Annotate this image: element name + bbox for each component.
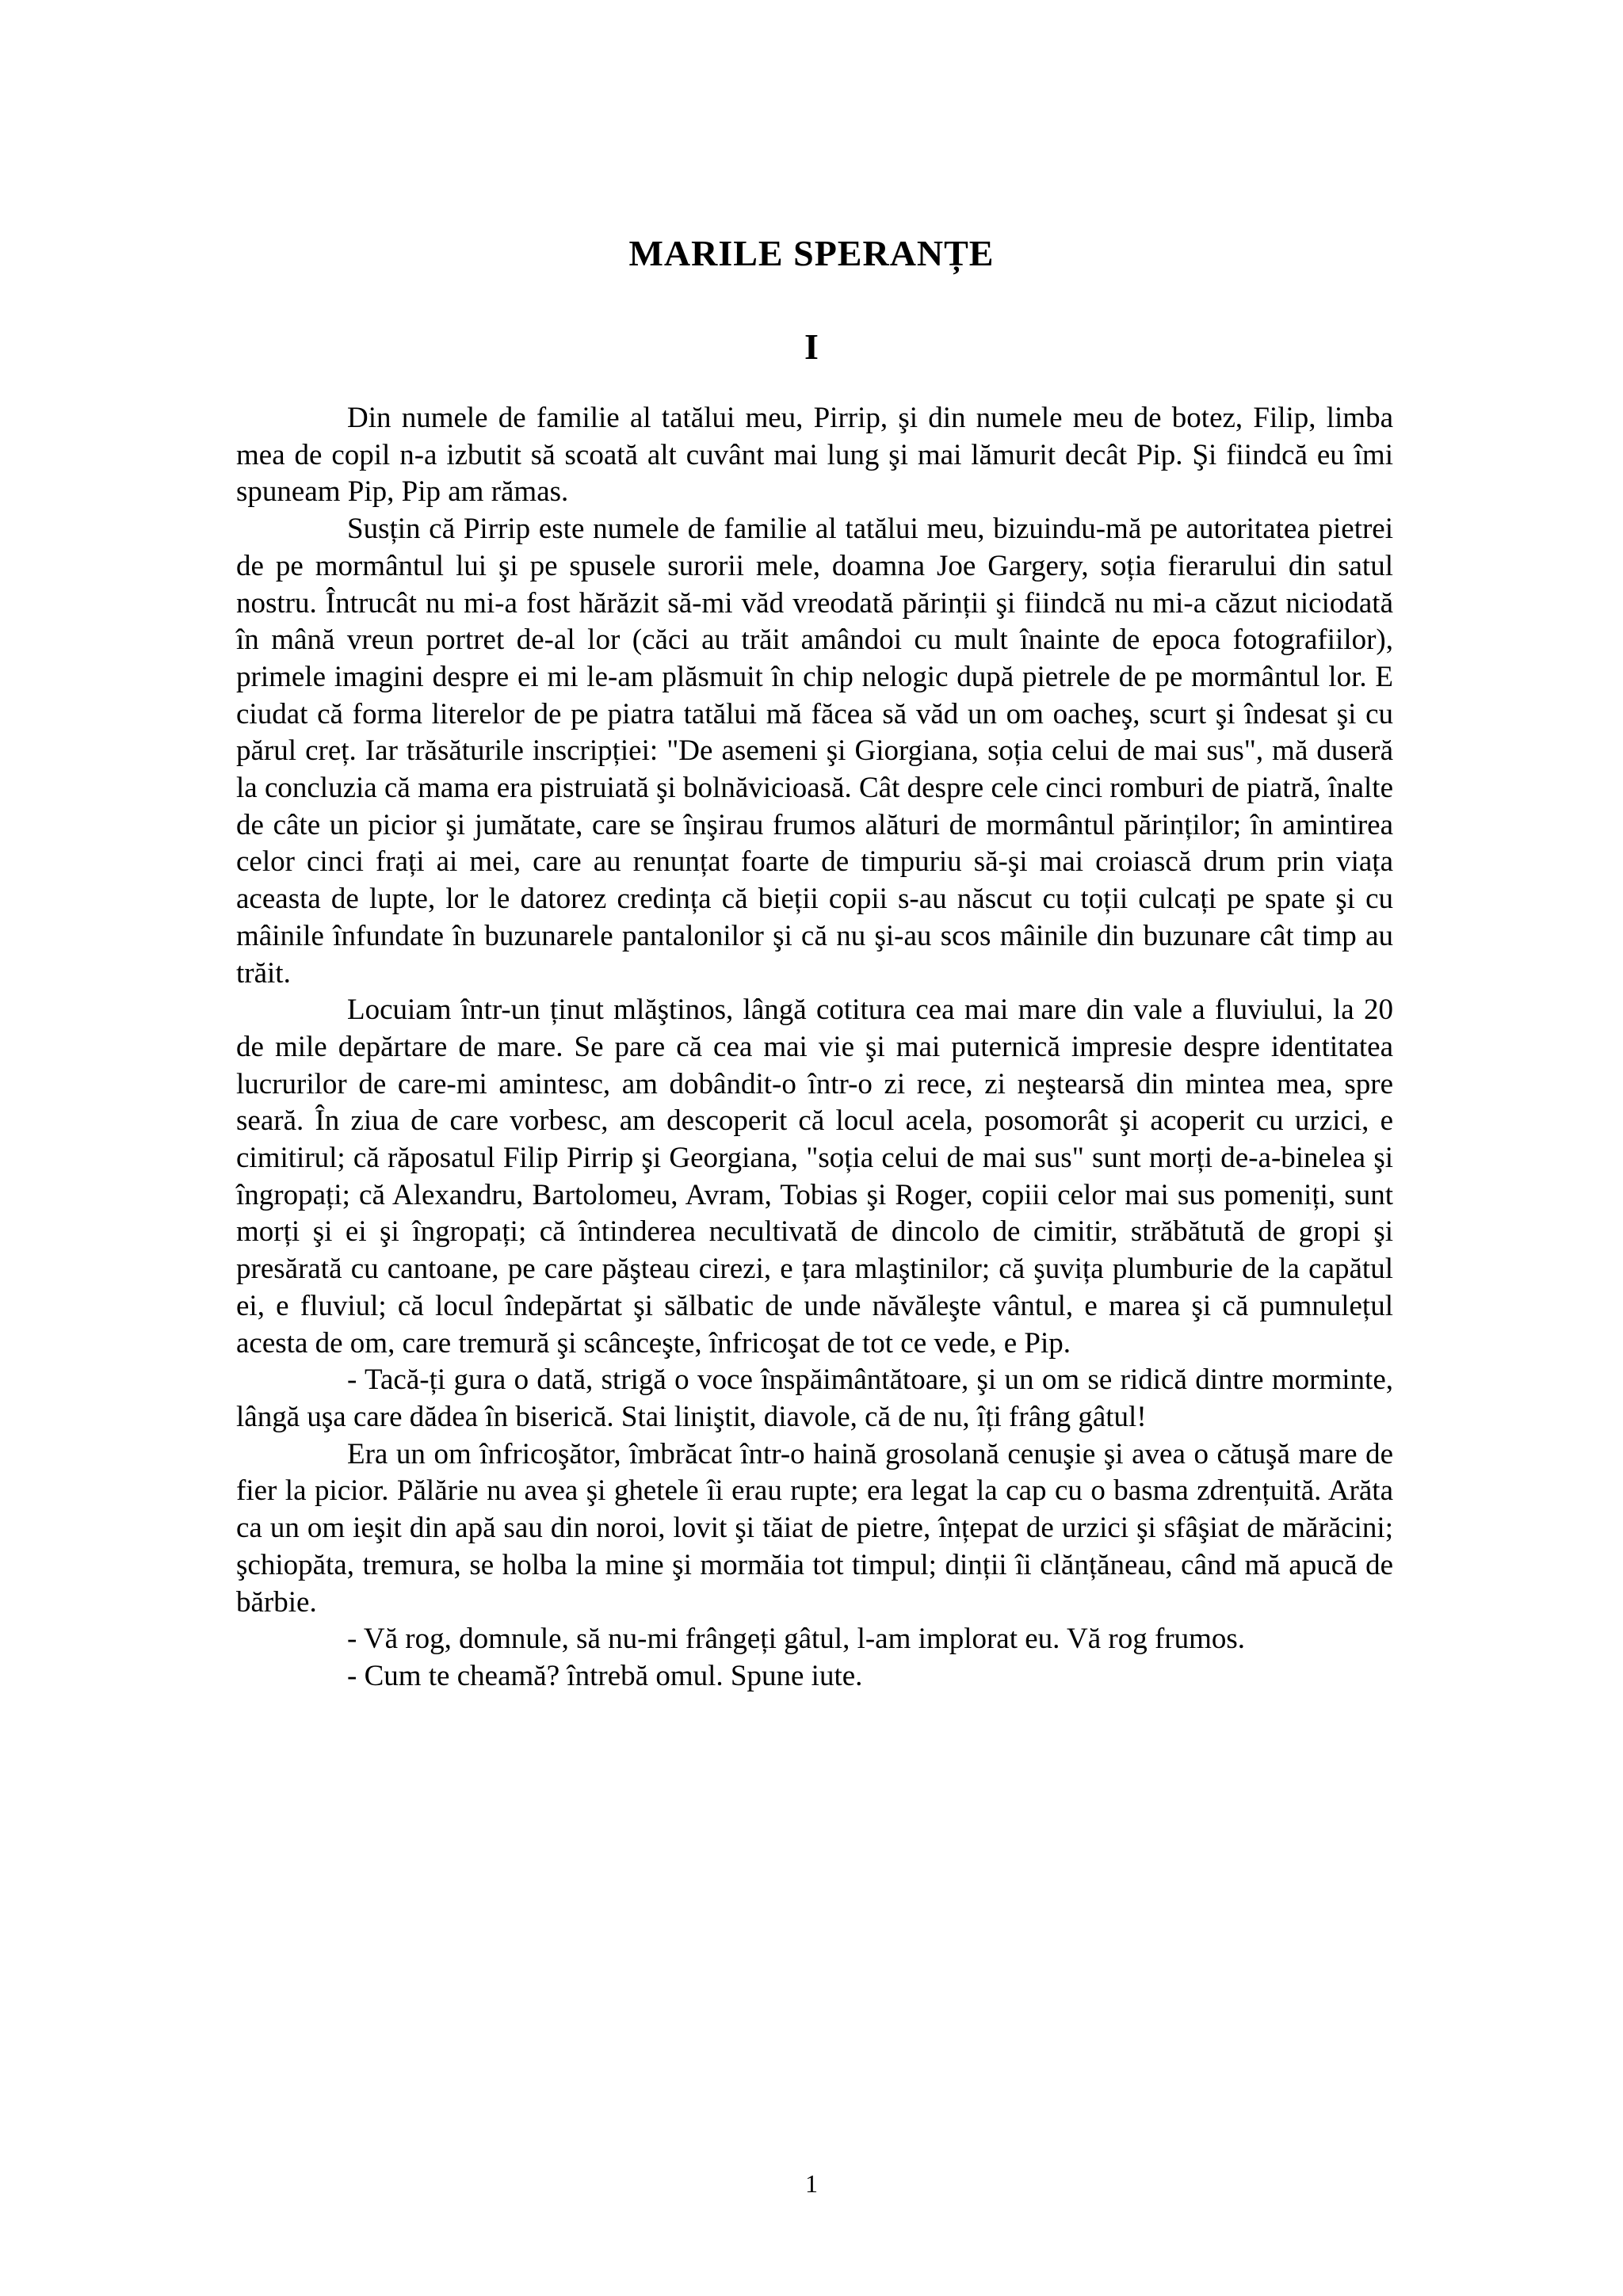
paragraph-2: Susțin că Pirrip este numele de familie al tatălui meu, bizuindu-mă pe autoritatea pietrei de pe mormântul lui şi pe spusele surorii mele, doamna Joe Gargery, soția fierarului din satul nostru. Întrucât nu mi-a fost hărăzit să-mi văd vreodată părinții şi fiindcă nu mi-a căzut niciodată în mână vreun portret de-al lor (căci au trăit amândoi cu mult înainte de epoca fotografiilor), primele imagini despre ei mi le-am plăsmuit în chip nelogic după pietrele de pe mormântul lor. E ciudat că forma literelor de pe piatra tatălui mă făcea să văd un om oacheş, scurt şi îndesat şi cu părul creț. Iar trăsăturile inscripției: "De asemeni şi Giorgiana, soția celui de mai sus", mă duseră la concluzia că mama era pistruiată şi bolnăvicioasă. Cât despre cele cinci romburi de piatră, înalte de câte un picior şi jumătate, care se înşirau frumos alături de mormântul părinților; în amintirea celor cinci frați ai mei, care au renunțat foarte de timpuriu să-şi mai croiască drum prin viața aceasta de lupte, lor le datorez credința că bieții copii s-au născut cu toții culcați pe spate şi cu mâinile înfundate în buzunarele pantalonilor şi că nu şi-au scos mâinile din buzunare cât timp au trăit.: [236, 513, 1393, 990]
paragraph-1: Din numele de familie al tatălui meu, Pirrip, şi din numele meu de botez, Filip, limba mea de copil n-a izbutit să scoată alt cuvânt mai lung şi mai lămurit decât Pip. Şi fiindcă eu îmi spuneam Pip, Pip am rămas.: [236, 402, 1393, 509]
paragraph-6-dialogue: - Vă rog, domnule, să nu-mi frângeți gâtul, l-am implorat eu. Vă rog frumos.: [347, 1623, 1246, 1656]
body-text: [236, 400, 1393, 1695]
paragraph-5: Era un om înfricoşător, îmbrăcat într-o haină grosolană cenuşie şi avea o cătuşă mare de fier la picior. Pălărie nu avea şi ghetele îi erau rupte; era legat la cap cu o basma zdrențuită. Arăta ca un om ieşit din apă sau din noroi, lovit şi tăiat de pietre, înțepat de urzici şi sfâşiat de mărăcini; şchiopăta, tremura, se holba la mine şi mormăia tot timpul; dinții îi clănțăneau, când mă apucă de bărbie.: [236, 1437, 1393, 1619]
book-title: MARILE SPERANȚE: [628, 233, 995, 273]
paragraph-4-dialogue: - Tacă-ți gura o dată, strigă o voce înspăimântătoare, şi un om se ridică dintre morminte, lângă uşa care dădea în biserică. Stai liniştit, diavole, că de nu, îți frâng gâtul!: [236, 1363, 1393, 1433]
page-number: 1: [805, 2169, 818, 2198]
chapter-heading: I: [804, 326, 819, 367]
paragraph-7-dialogue: - Cum te cheamă? întrebă omul. Spune iute.: [347, 1659, 863, 1692]
paragraph-3: Locuiam într-un ținut mlăştinos, lângă cotitura cea mai mare din vale a fluviului, la 20 de mile depărtare de mare. Se pare că cea mai vie şi mai puternică impresie despre identitatea lucrurilor de care-mi amintesc, am dobândit-o într-o zi rece, zi neştearsă din mintea mea, spre seară. În ziua de care vorbesc, am descoperit că locul acela, posomorât şi acoperit cu urzici, e cimitirul; că răposatul Filip Pirrip şi Georgiana, "soția celui de mai sus" sunt morți de-a-binelea şi îngropați; că Alexandru, Bartolomeu, Avram, Tobias şi Roger, copiii celor mai sus pomeniți, sunt morți şi ei şi îngropați; că întinderea necultivată de dincolo de cimitir, străbătută de gropi şi presărată cu cantoane, pe care păşteau cirezi, e țara mlaştinilor; că şuvița plumburie de la capătul ei, e fluviul; că locul îndepărtat şi sălbatic de unde năvăleşte vântul, e marea şi că pumnulețul acesta de om, care tremură şi scânceşte, înfricoşat de tot ce vede, e Pip.: [236, 994, 1393, 1360]
